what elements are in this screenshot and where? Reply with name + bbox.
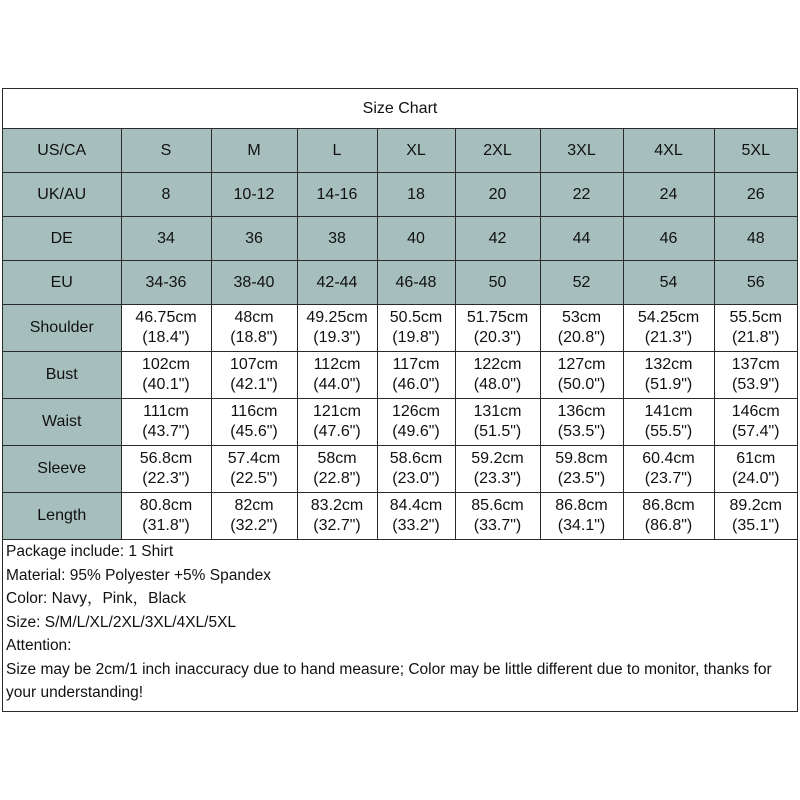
row-label: DE [3,217,121,261]
cm-value: 127cm [557,356,606,373]
size-chart [2,88,798,712]
inch-value: (22.5") [230,470,278,487]
row-label: Bust [3,352,121,399]
inch-value: (57.4") [732,423,780,440]
inch-value: (86.8") [644,517,693,534]
size-cell: 38 [297,217,377,261]
inch-value: (44.0") [313,376,361,393]
inch-value: (31.8") [142,517,190,534]
measurement-cell [540,446,623,493]
measurement-cell [297,305,377,352]
inch-value: (42.1") [230,376,278,393]
inch-value: (45.6") [230,423,278,440]
measurement-cell [297,493,377,540]
inch-value: (23.5") [557,470,606,487]
size-cell: 48 [714,217,797,261]
row-label: Shoulder [3,305,121,352]
row-label: UK/AU [3,173,121,217]
inch-value: (21.8") [732,329,780,346]
row-label: EU [3,261,121,305]
cm-value: 86.8cm [555,497,608,514]
size-cell: 36 [211,217,297,261]
inch-value: (35.1") [732,517,780,534]
inch-value: (32.2") [230,517,278,534]
size-cell: 10-12 [211,173,297,217]
color-note: Color: Navy，Pink，Black [6,590,187,607]
measurement-row [3,446,797,493]
size-cell: M [211,129,297,173]
inch-value: (51.5") [473,423,522,440]
inch-value: (33.7") [473,517,522,534]
cm-value: 85.6cm [471,497,524,514]
size-cell: 56 [714,261,797,305]
inch-value: (53.5") [557,423,606,440]
cm-value: 102cm [141,356,191,373]
size-row [3,217,797,261]
measurement-row [3,305,797,352]
size-cell: 54 [623,261,714,305]
cm-value: 84.4cm [389,497,443,514]
measurement-cell [540,352,623,399]
measurement-cell [121,399,211,446]
size-cell: 44 [540,217,623,261]
inch-value: (19.3") [313,329,361,346]
measurement-cell [377,493,455,540]
inch-value: (22.3") [142,470,190,487]
package-note: Package include: 1 Shirt [6,543,174,560]
inch-value: (48.0") [473,376,522,393]
inch-value: (23.3") [473,470,522,487]
size-cell: 46-48 [377,261,455,305]
cm-value: 59.8cm [555,450,608,467]
cm-value: 131cm [473,403,522,420]
size-cell: 42-44 [297,261,377,305]
size-row [3,129,797,173]
measurement-cell [714,446,797,493]
cm-value: 146cm [731,403,780,420]
row-label: Waist [3,399,121,446]
cm-value: 116cm [230,403,278,420]
cm-value: 82cm [234,497,274,514]
measurement-cell [121,493,211,540]
measurement-cell [455,305,540,352]
measurement-cell [377,352,455,399]
size-cell: 18 [377,173,455,217]
inch-value: (47.6") [313,423,361,440]
cm-value: 61cm [736,450,776,467]
measurement-cell [297,399,377,446]
size-cell: 3XL [540,129,623,173]
inch-value: (40.1") [142,376,190,393]
inch-value: (20.3") [473,329,522,346]
cm-value: 54.25cm [637,309,700,326]
measurement-cell [623,493,714,540]
cm-value: 58cm [317,450,357,467]
inch-value: (23.0") [392,470,440,487]
measurement-cell [211,446,297,493]
cm-value: 49.25cm [306,309,368,326]
measurement-cell [623,305,714,352]
inch-value: (21.3") [644,329,693,346]
size-cell: 50 [455,261,540,305]
inch-value: (32.7") [313,517,361,534]
cm-value: 117cm [392,356,440,373]
measurement-cell [121,305,211,352]
size-cell: 5XL [714,129,797,173]
inch-value: (53.9") [732,376,780,393]
inch-value: (20.8") [557,329,606,346]
cm-value: 51.75cm [466,309,529,326]
inch-value: (23.7") [644,470,693,487]
measurement-cell [377,399,455,446]
cm-value: 121cm [312,403,362,420]
inch-value: (19.8") [392,329,440,346]
size-cell: 4XL [623,129,714,173]
cm-value: 86.8cm [642,497,695,514]
cm-value: 57.4cm [227,450,281,467]
inch-value: (24.0") [732,470,780,487]
size-cell: 20 [455,173,540,217]
measurement-cell [540,399,623,446]
measurement-cell [121,352,211,399]
size-cell: 2XL [455,129,540,173]
size-cell: 24 [623,173,714,217]
size-cell: 34-36 [121,261,211,305]
cm-value: 83.2cm [310,497,364,514]
size-row [3,173,797,217]
measurement-cell [540,493,623,540]
product-notes [3,540,797,705]
size-row [3,261,797,305]
measurement-cell [623,352,714,399]
cm-value: 136cm [557,403,606,420]
size-cell: 26 [714,173,797,217]
inch-value: (55.5") [644,423,693,440]
cm-value: 112cm [313,356,361,373]
cm-value: 111cm [143,403,189,420]
measurement-cell [455,399,540,446]
inch-value: (43.7") [142,423,190,440]
measurement-cell [121,446,211,493]
measurement-cell [297,352,377,399]
cm-value: 141cm [644,403,693,420]
cm-value: 46.75cm [135,309,197,326]
measurement-row [3,493,797,540]
attention-label: Attention: [6,637,72,654]
size-cell: 34 [121,217,211,261]
measurement-cell [455,352,540,399]
measurement-cell [623,446,714,493]
cm-value: 80.8cm [139,497,193,514]
measurement-cell [211,352,297,399]
cm-value: 122cm [473,356,522,373]
measurement-cell [540,305,623,352]
measurement-cell [211,399,297,446]
measurement-cell [211,305,297,352]
measurement-cell [714,352,797,399]
measurement-cell [377,446,455,493]
size-cell: 46 [623,217,714,261]
size-cell: 52 [540,261,623,305]
cm-value: 48cm [234,309,274,326]
cm-value: 126cm [391,403,441,420]
measurement-cell [714,493,797,540]
measurement-cell [714,305,797,352]
disclaimer-note: Size may be 2cm/1 inch inaccuracy due to hand measure; Color may be little different due to monitor, thanks for your understanding! [6,660,772,701]
cm-value: 132cm [644,356,693,373]
cm-value: 89.2cm [729,497,782,514]
cm-value: 107cm [229,356,279,373]
row-label: Length [3,493,121,540]
size-cell: 8 [121,173,211,217]
chart-title: Size Chart [3,89,797,129]
size-cell: XL [377,129,455,173]
size-cell: 42 [455,217,540,261]
cm-value: 137cm [731,356,780,373]
cm-value: 60.4cm [642,450,695,467]
cm-value: 56.8cm [139,450,193,467]
cm-value: 55.5cm [729,309,782,326]
measurement-cell [377,305,455,352]
size-cell: 22 [540,173,623,217]
inch-value: (18.4") [142,329,190,346]
cm-value: 50.5cm [389,309,443,326]
size-cell: 40 [377,217,455,261]
cm-value: 59.2cm [471,450,524,467]
inch-value: (49.6") [392,423,440,440]
size-note: Size: S/M/L/XL/2XL/3XL/4XL/5XL [6,613,237,631]
measurement-cell [455,446,540,493]
material-note: Material: 95% Polyester +5% Spandex [6,566,271,584]
size-cell: 38-40 [211,261,297,305]
measurement-cell [455,493,540,540]
measurement-cell [297,446,377,493]
measurement-cell [623,399,714,446]
measurement-cell [211,493,297,540]
size-table [3,129,797,540]
measurement-row [3,399,797,446]
inch-value: (46.0") [392,376,440,393]
measurement-row [3,352,797,399]
row-label: US/CA [3,129,121,173]
inch-value: (34.1") [557,517,606,534]
inch-value: (50.0") [557,376,606,393]
size-cell: S [121,129,211,173]
cm-value: 58.6cm [389,450,443,467]
inch-value: (22.8") [313,470,361,487]
size-cell: 14-16 [297,173,377,217]
size-cell: L [297,129,377,173]
cm-value: 53cm [561,309,602,326]
inch-value: (33.2") [392,517,440,534]
inch-value: (18.8") [230,329,278,346]
measurement-cell [714,399,797,446]
row-label: Sleeve [3,446,121,493]
inch-value: (51.9") [644,376,693,393]
